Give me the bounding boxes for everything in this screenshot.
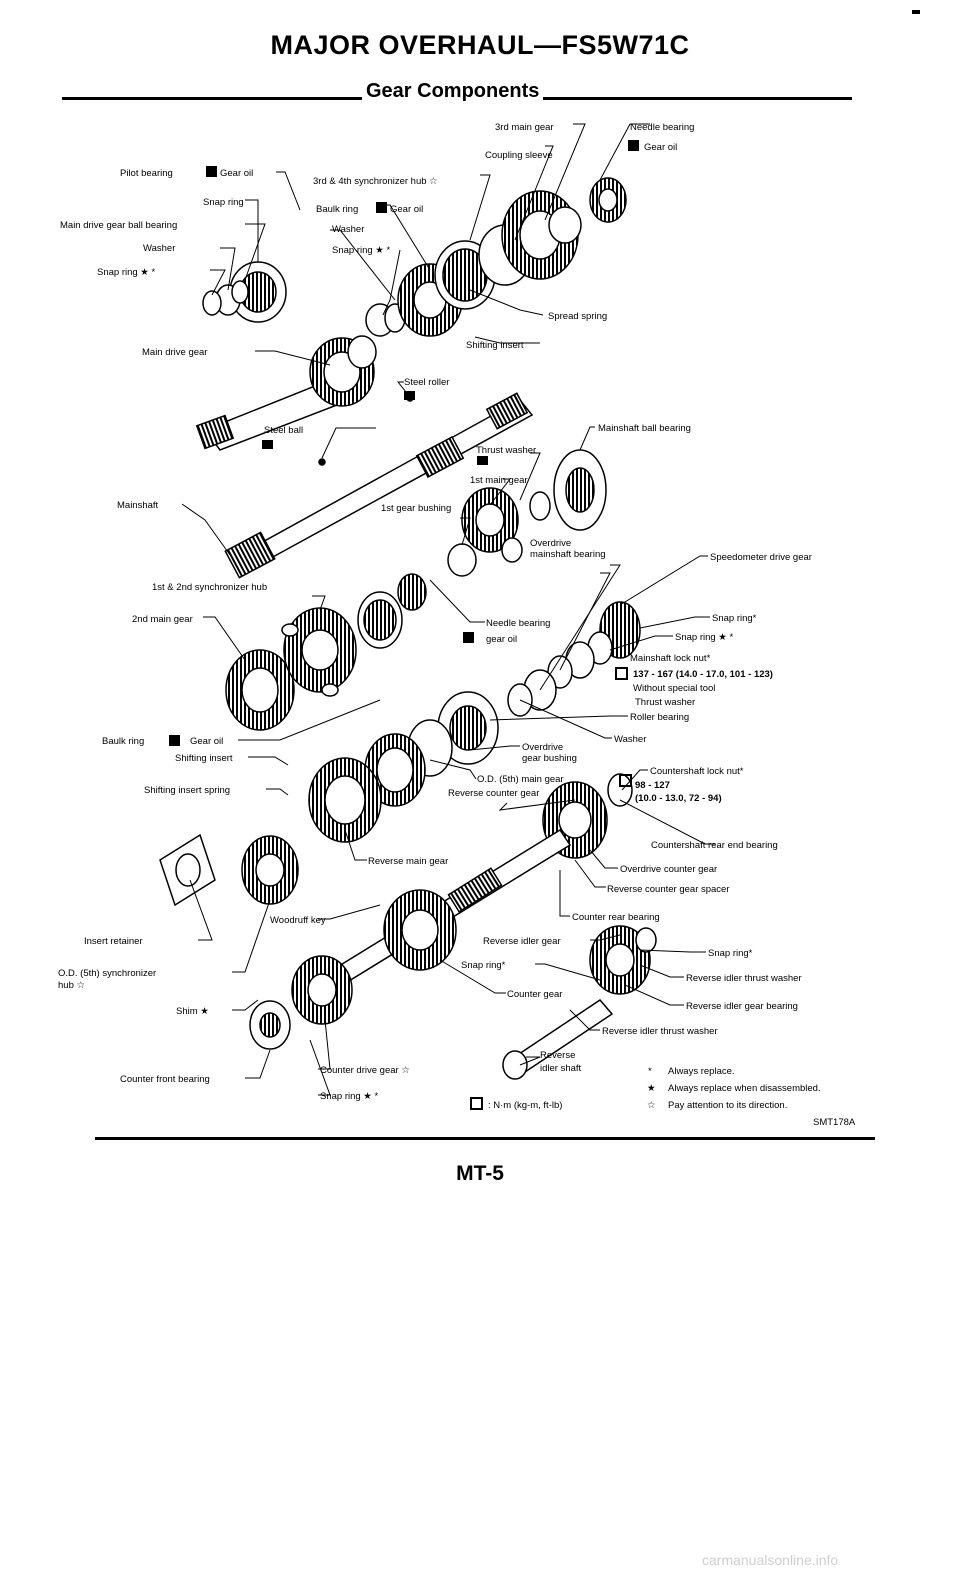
label-countershaft-lock-nut: Countershaft lock nut* bbox=[650, 766, 744, 777]
oil-can-icon bbox=[206, 166, 217, 177]
label-reverse-main-gear: Reverse main gear bbox=[368, 856, 449, 867]
grease-icon bbox=[404, 391, 415, 400]
label-needle-bearing-top: Needle bearing bbox=[630, 122, 695, 133]
label-needle-bearing-mid: Needle bearing bbox=[486, 618, 551, 629]
label-spread-spring: Spread spring bbox=[548, 311, 608, 322]
label-mainshaft-ball-bearing: Mainshaft ball bearing bbox=[598, 423, 691, 434]
label-sync-hub-34: 3rd & 4th synchronizer hub ☆ bbox=[313, 176, 438, 187]
label-reverse-idler-shaft-2: idler shaft bbox=[540, 1063, 582, 1074]
label-baulk-ring-top: Baulk ring bbox=[316, 204, 359, 215]
label-overdrive-mb-1: Overdrive bbox=[530, 538, 572, 549]
label-countershaft-torque-2: (10.0 - 13.0, 72 - 94) bbox=[635, 793, 722, 804]
label-sync-hub-12: 1st & 2nd synchronizer hub bbox=[152, 582, 268, 593]
label-insert-retainer: Insert retainer bbox=[84, 936, 143, 947]
label-mainshaft-lock-nut: Mainshaft lock nut* bbox=[630, 653, 711, 664]
label-reverse-counter-gear-spacer: Reverse counter gear spacer bbox=[607, 884, 730, 895]
figure-code: SMT178A bbox=[813, 1117, 856, 1128]
main-drive-gear-group bbox=[197, 262, 376, 450]
label-baulk-gear-oil-top: Gear oil bbox=[390, 204, 424, 215]
legend-replace-disassembled: Always replace when disassembled. bbox=[668, 1083, 821, 1094]
label-washer-mid: Washer bbox=[332, 224, 365, 235]
label-woodruff-key: Woodruff key bbox=[270, 915, 326, 926]
oil-can-icon bbox=[376, 202, 387, 213]
label-snap-ring-mid: Snap ring ★ * bbox=[332, 245, 391, 256]
label-snap-ring-left: Snap ring ★ * bbox=[97, 267, 156, 278]
label-counter-rear-bearing: Counter rear bearing bbox=[572, 912, 660, 923]
oil-can-icon bbox=[628, 140, 639, 151]
label-roller-bearing: Roller bearing bbox=[630, 712, 690, 723]
label-reverse-counter-gear: Reverse counter gear bbox=[448, 788, 540, 799]
label-washer-left: Washer bbox=[143, 243, 176, 254]
label-without-special-tool: Without special tool bbox=[633, 683, 716, 694]
label-pilot-bearing: Pilot bearing bbox=[120, 168, 173, 179]
label-steel-roller: Steel roller bbox=[404, 377, 450, 388]
torque-wrench-icon bbox=[616, 668, 627, 679]
label-shifting-insert-low: Shifting insert bbox=[175, 753, 233, 764]
bottom-rule bbox=[95, 1137, 875, 1140]
label-mainshaft: Mainshaft bbox=[117, 500, 159, 511]
label-thrust-washer: Thrust washer bbox=[476, 445, 537, 456]
legend-mark-direction: ☆ bbox=[647, 1100, 656, 1111]
subtitle-text: Gear Components bbox=[362, 80, 543, 103]
label-shifting-insert-spring: Shifting insert spring bbox=[144, 785, 231, 796]
label-main-drive-gear: Main drive gear bbox=[142, 347, 208, 358]
label-overdrive-counter-gear: Overdrive counter gear bbox=[620, 864, 718, 875]
legend-always-replace: Always replace. bbox=[668, 1066, 735, 1077]
label-reverse-idler-shaft-1: Reverse bbox=[540, 1050, 576, 1061]
label-overdrive-mb-2: mainshaft bearing bbox=[530, 549, 606, 560]
steel-ball-part bbox=[319, 459, 325, 465]
label-snap-ring-r2: Snap ring ★ * bbox=[675, 632, 734, 643]
label-shim: Shim ★ bbox=[176, 1006, 209, 1017]
legend bbox=[647, 1066, 856, 1128]
label-first-gear-bushing: 1st gear bushing bbox=[381, 503, 452, 514]
label-washer-low: Washer bbox=[614, 734, 647, 745]
page-title: MAJOR OVERHAUL—FS5W71C bbox=[270, 30, 690, 60]
watermark-text: carmanualsonline.info bbox=[702, 1552, 839, 1568]
label-counter-front-bearing: Counter front bearing bbox=[120, 1074, 210, 1085]
label-third-main-gear: 3rd main gear bbox=[495, 122, 554, 133]
label-od-5th-sync-2: hub ☆ bbox=[58, 980, 86, 991]
label-baulk-gear-oil-low: Gear oil bbox=[190, 736, 224, 747]
reverse-idler-group bbox=[503, 926, 656, 1079]
label-pilot-gear-oil: Gear oil bbox=[220, 168, 254, 179]
label-overdrive-gb-1: Overdrive bbox=[522, 742, 564, 753]
legend-direction: Pay attention to its direction. bbox=[668, 1100, 788, 1111]
label-snap-ring-1: Snap ring bbox=[203, 197, 244, 208]
oil-can-icon bbox=[169, 735, 180, 746]
legend-mark-disassembled: ★ bbox=[647, 1083, 656, 1094]
label-reverse-idler-thrust-washer-1: Reverse idler thrust washer bbox=[686, 973, 802, 984]
page-number: MT-5 bbox=[456, 1162, 504, 1185]
torque-wrench-icon bbox=[471, 1098, 482, 1109]
label-baulk-ring-low: Baulk ring bbox=[102, 736, 145, 747]
label-main-drive-ball-bearing: Main drive gear ball bearing bbox=[60, 220, 178, 231]
grease-icon bbox=[477, 456, 488, 465]
label-snap-ring-bottom: Snap ring ★ * bbox=[320, 1091, 379, 1102]
label-gear-oil-mid: gear oil bbox=[486, 634, 518, 645]
first-gear-bushing-part bbox=[448, 544, 476, 576]
label-reverse-idler-thrust-washer-2: Reverse idler thrust washer bbox=[602, 1026, 718, 1037]
label-reverse-idler-gear: Reverse idler gear bbox=[483, 936, 561, 947]
label-shifting-insert-top: Shifting insert bbox=[466, 340, 524, 351]
label-od-5th-sync-1: O.D. (5th) synchronizer bbox=[58, 968, 157, 979]
label-gear-oil-top: Gear oil bbox=[644, 142, 678, 153]
label-speedometer-drive-gear: Speedometer drive gear bbox=[710, 552, 812, 563]
label-counter-gear: Counter gear bbox=[507, 989, 563, 1000]
label-reverse-idler-gear-bearing: Reverse idler gear bearing bbox=[686, 1001, 798, 1012]
label-overdrive-gb-2: gear bushing bbox=[522, 753, 577, 764]
legend-mark-replace: * bbox=[648, 1066, 652, 1077]
oil-can-icon bbox=[463, 632, 474, 643]
label-first-main-gear: 1st main gear bbox=[470, 475, 528, 486]
sync-12-group bbox=[226, 574, 426, 730]
label-coupling-sleeve: Coupling sleeve bbox=[485, 150, 553, 161]
label-second-main-gear: 2nd main gear bbox=[132, 614, 193, 625]
label-countershaft-rear-end-bearing: Countershaft rear end bearing bbox=[651, 840, 778, 851]
label-counter-drive-gear: Counter drive gear ☆ bbox=[320, 1065, 410, 1076]
label-od-5th-main-gear: O.D. (5th) main gear bbox=[477, 774, 564, 785]
label-snap-ring-ri: Snap ring* bbox=[708, 948, 753, 959]
label-steel-ball: Steel ball bbox=[264, 425, 304, 436]
grease-icon bbox=[262, 440, 273, 449]
label-torque-unit: : N·m (kg-m, ft-lb) bbox=[488, 1100, 563, 1111]
label-snap-ring-r1: Snap ring* bbox=[712, 613, 757, 624]
label-countershaft-torque-1: 98 - 127 bbox=[635, 780, 670, 791]
label-snap-ring-ri2: Snap ring* bbox=[461, 960, 506, 971]
label-thrust-washer-r: Thrust washer bbox=[635, 697, 696, 708]
label-mainshaft-lock-torque: 137 - 167 (14.0 - 17.0, 101 - 123) bbox=[633, 669, 773, 680]
